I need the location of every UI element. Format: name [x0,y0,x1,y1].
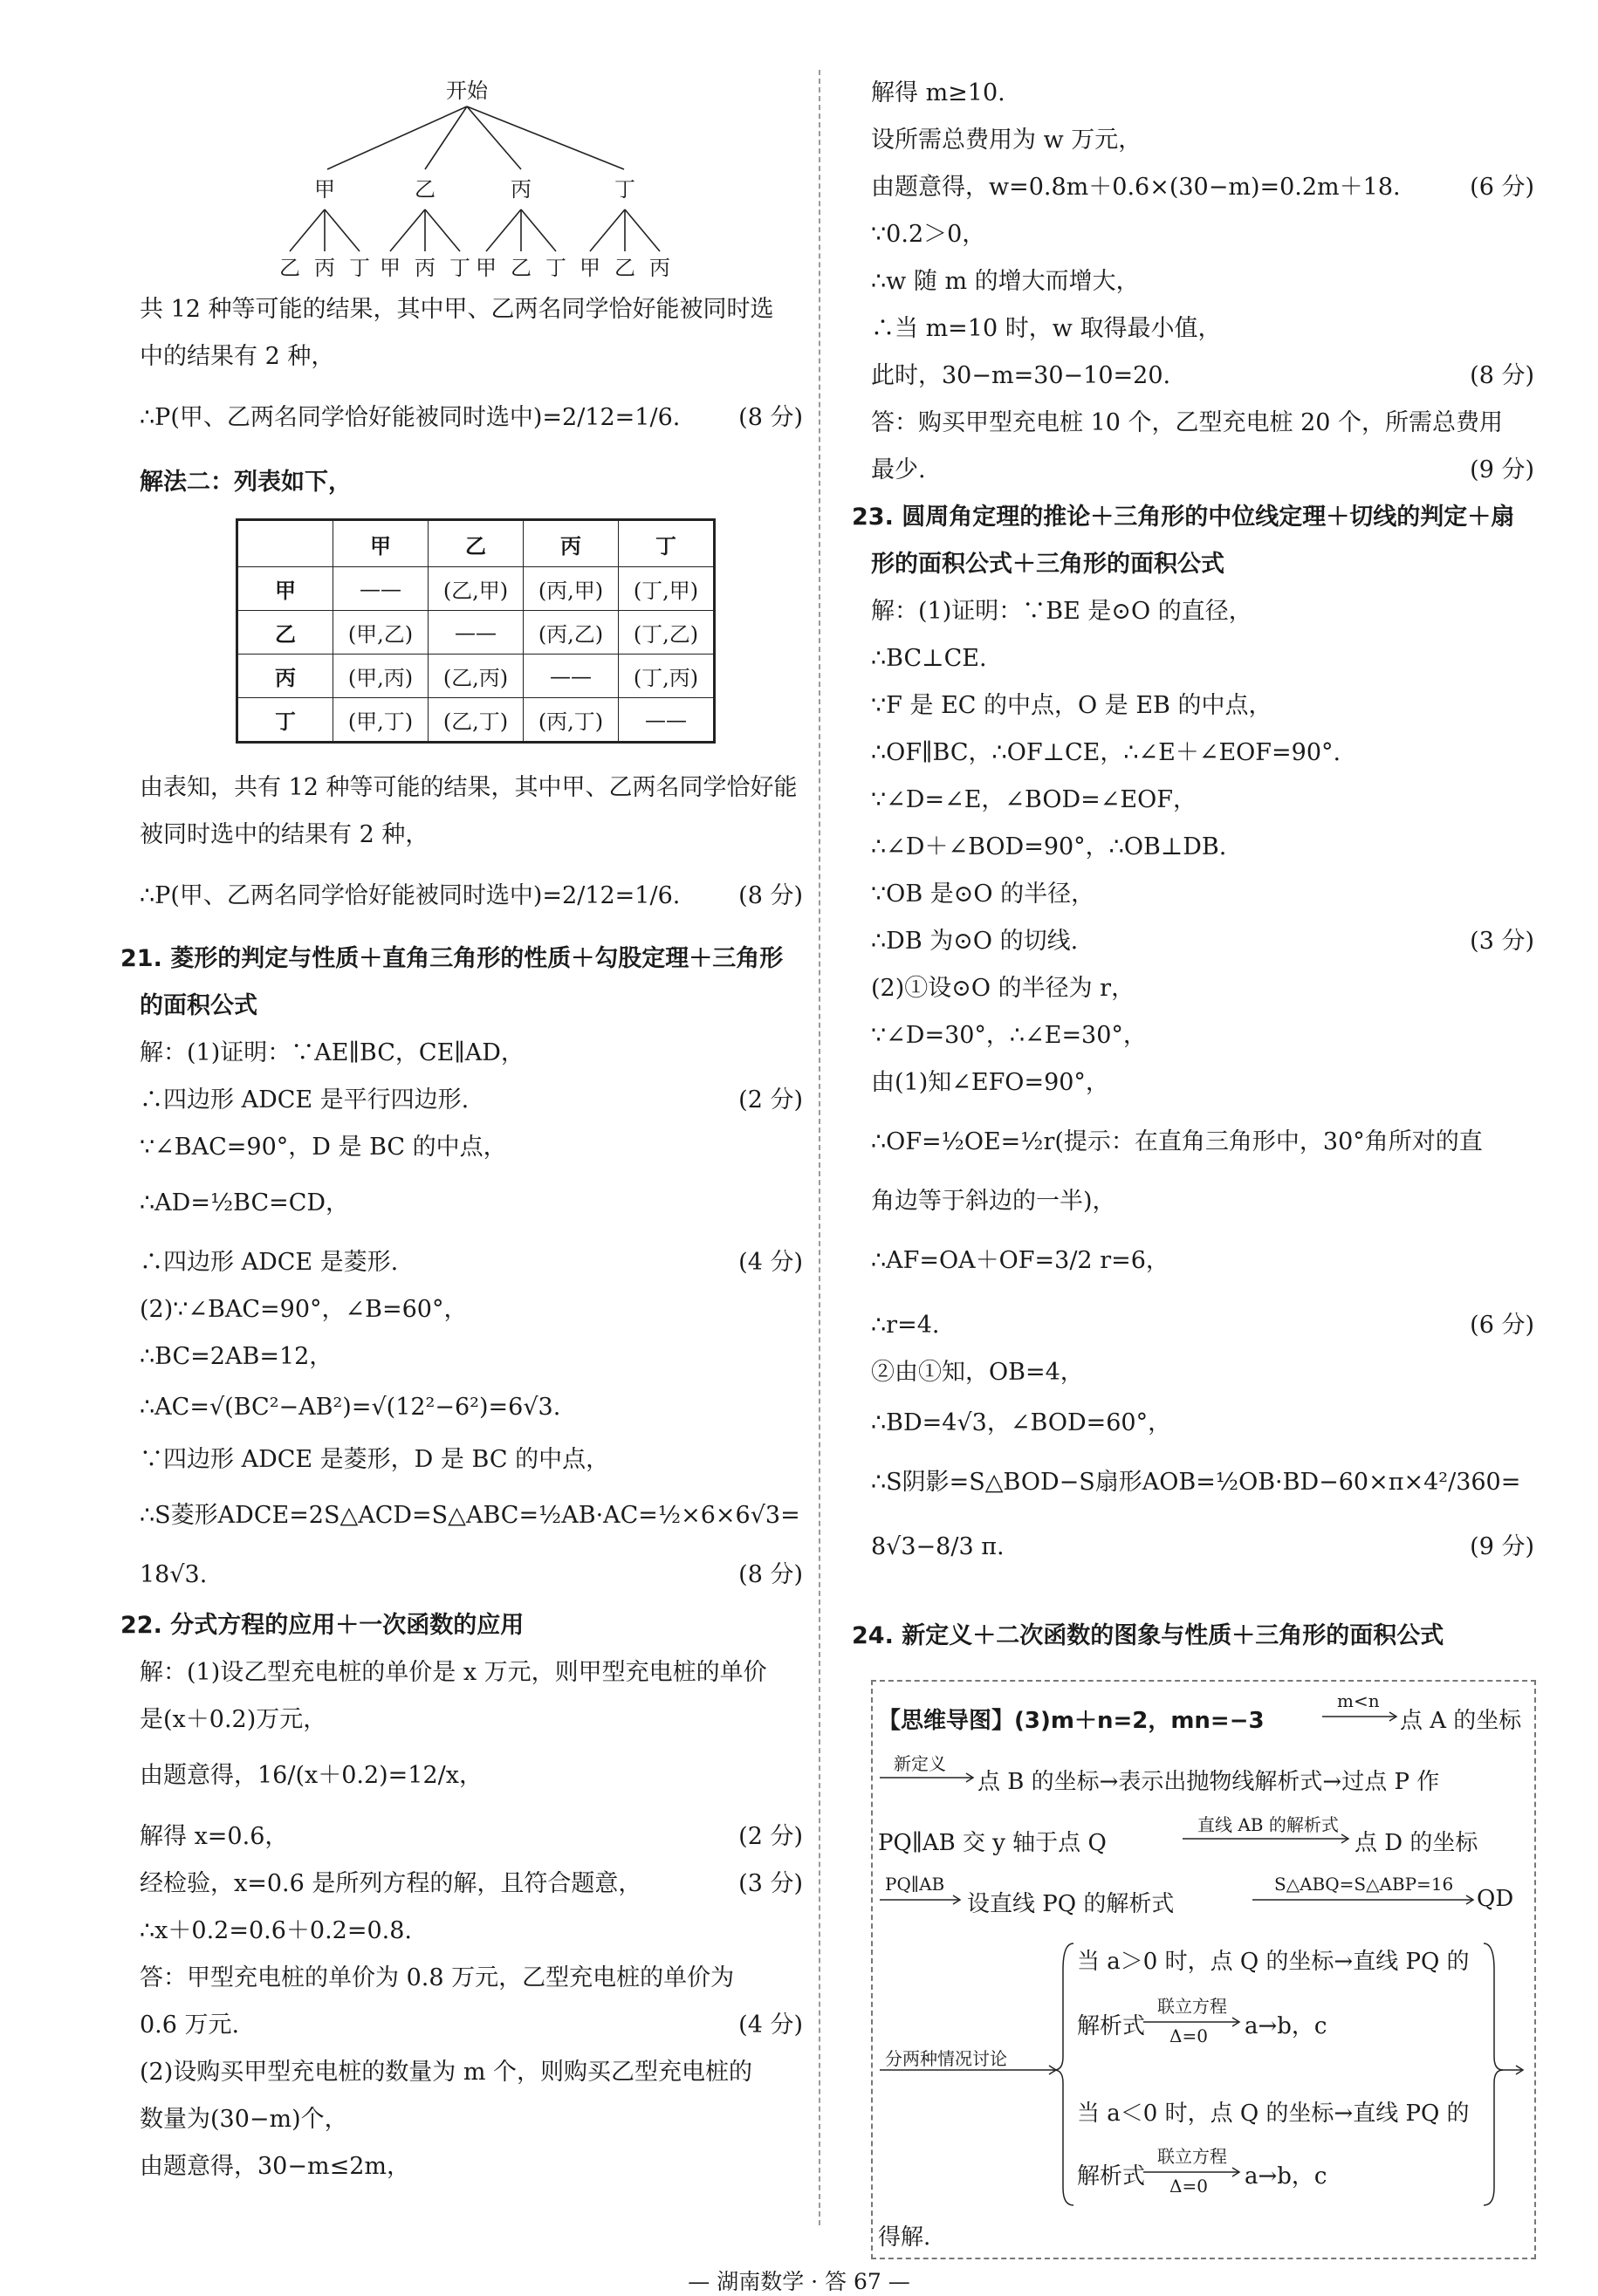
table-cell: (丙,丁) [524,698,619,743]
table-cell: (丁,甲) [619,567,715,611]
mind-map-label: 直线 AB 的解析式 [1197,1814,1339,1835]
text-line: ∴r=4. [871,1312,940,1339]
table-cell: (丙,甲) [524,567,619,611]
tree-leaf: 乙 [279,256,300,280]
text-line: 由题意得，16/(x＋0.2)=12/x， [140,1762,483,1789]
table-cell: 丁 [619,520,715,567]
text-line: 角边等于斜边的一半)， [871,1188,1116,1215]
table-cell: —— [619,698,715,743]
text-line: (2)设购买甲型充电桩的数量为 m 个，则购买乙型充电桩的 [140,2059,753,2086]
tree-leaf: 乙 [511,256,532,280]
tree-leaf: 丁 [449,256,470,280]
text-line: 由表知，共有 12 种等可能的结果，其中甲、乙两名同学恰好能 [140,774,798,801]
table-cell: —— [429,611,524,655]
table-cell: —— [333,567,429,611]
score: (8 分) [738,404,803,431]
text-line: 解得 m≥10. [871,79,1005,106]
question-21-heading: 21. 菱形的判定与性质＋直角三角形的性质＋勾股定理＋三角形 [120,945,784,972]
tree-leaf: 丙 [314,256,335,280]
text-line: ∵∠BAC=90°，D 是 BC 的中点， [140,1134,507,1161]
mind-map [871,1680,1536,2259]
mind-map-text: 当 a＜0 时，点 Q 的坐标→直线 PQ 的 [1077,2101,1470,2127]
table-cell: (甲,丁) [333,698,429,743]
mind-map-label: 联立方程 [1157,1996,1227,2017]
score: (8 分) [738,882,803,909]
text-line: ∵四边形 ADCE 是菱形，D 是 BC 的中点， [140,1446,610,1473]
tree-node-3: 丙 [511,177,532,202]
mind-map-label: S△ABQ=S△ABP=16 [1274,1874,1454,1895]
table-cell: (乙,丁) [429,698,524,743]
text-line: ∴BC=2AB=12， [140,1343,333,1370]
table-cell: (乙,甲) [429,567,524,611]
text-line: ∴P(甲、乙两名同学恰好能被同时选中)=2/12=1/6. [140,404,681,431]
score: (9 分) [1470,1533,1534,1560]
text-line: ∴BC⊥CE. [871,645,987,672]
mind-map-label: m<n [1337,1690,1380,1711]
mind-map-text: 点 A 的坐标 [1400,1708,1522,1734]
text-line: (2)①设⊙O 的半径为 r， [871,975,1135,1002]
text-line: ∴AF=OA＋OF=3/2 r=6， [871,1247,1169,1274]
score: (9 分) [1470,456,1534,483]
question-21-heading-cont: 的面积公式 [140,992,257,1019]
text-line: ∴w 随 m 的增大而增大， [871,268,1140,295]
question-23-heading-cont: 形的面积公式＋三角形的面积公式 [871,551,1224,578]
text-line: 0.6 万元. [140,2012,240,2039]
score: (4 分) [738,2012,803,2039]
table-cell: (丁,乙) [619,611,715,655]
text-line: 此时，30−m=30−10=20. [871,362,1171,389]
text-line: ∴四边形 ADCE 是菱形. [140,1249,399,1276]
text-line: ∵F 是 EC 的中点，O 是 EB 的中点， [871,692,1272,719]
table-cell: (丁,丙) [619,655,715,698]
text-line: 中的结果有 2 种， [140,343,335,370]
text-line: ∴BD=4√3，∠BOD=60°， [871,1409,1172,1436]
tree-node-2: 乙 [415,177,436,202]
score: (2 分) [738,1823,803,1850]
tree-node-1: 甲 [314,177,335,202]
tree-leaf: 丙 [649,256,670,280]
score: (6 分) [1470,174,1534,201]
text-line: ∴AD=½BC=CD， [140,1189,350,1217]
tree-leaf: 甲 [380,256,401,280]
mind-map-label: 分两种情况讨论 [885,2048,1007,2069]
mind-map-text: 当 a＞0 时，点 Q 的坐标→直线 PQ 的 [1077,1949,1470,1975]
table-cell: (甲,丙) [333,655,429,698]
score: (2 分) [738,1086,803,1114]
text-line: 解：(1)证明：∵AE∥BC，CE∥AD， [140,1039,525,1066]
text-line: 共 12 种等可能的结果，其中甲、乙两名同学恰好能被同时选 [140,296,774,323]
mind-map-text: QD [1477,1886,1514,1912]
mind-map-text: 解析式 [1077,2163,1146,2190]
mind-map-label: PQ∥AB [885,1874,945,1895]
text-line: 由题意得，w=0.8m＋0.6×(30−m)=0.2m＋18. [871,174,1401,201]
text-line: 解得 x=0.6， [140,1823,289,1850]
text-line: ∴OF=½OE=½r(提示：在直角三角形中，30°角所对的直 [871,1128,1483,1155]
text-line: ∵∠D=30°，∴∠E=30°， [871,1022,1147,1049]
score: (3 分) [1470,928,1534,955]
text-line: (2)∵∠BAC=90°，∠B=60°， [140,1296,468,1323]
mind-map-title: 【思维导图】(3)m＋n=2，mn=−3 [878,1708,1265,1734]
text-line: 解：(1)证明：∵BE 是⊙O 的直径， [871,598,1252,625]
table-cell: (丙,乙) [524,611,619,655]
text-line: ∴x＋0.2=0.6＋0.2=0.8. [140,1917,412,1944]
tree-leaf: 丁 [349,256,370,280]
question-23-heading: 23. 圆周角定理的推论＋三角形的中位线定理＋切线的判定＋扇 [852,504,1515,531]
question-24-heading: 24. 新定义＋二次函数的图象与性质＋三角形的面积公式 [852,1622,1444,1649]
score: (8 分) [738,1561,803,1588]
text-line: 18√3. [140,1561,208,1588]
table-cell: 丙 [237,655,333,698]
text-line: ∴S阴影=S△BOD−S扇形AOB=½OB·BD−60×π×4²/360= [871,1469,1521,1496]
text-line: ∴四边形 ADCE 是平行四边形. [140,1086,470,1114]
text-line: 被同时选中的结果有 2 种， [140,821,429,848]
table-cell: 丙 [524,520,619,567]
text-line: 经检验，x=0.6 是所列方程的解，且符合题意， [140,1870,642,1897]
tree-leaf: 丙 [415,256,436,280]
score: (6 分) [1470,1312,1534,1339]
tree-leaf: 乙 [614,256,635,280]
mind-map-text: 得解. [878,2224,931,2251]
text-line: 是(x＋0.2)万元， [140,1706,327,1733]
probability-table [236,518,716,744]
mind-map-text: 解析式 [1077,2013,1146,2039]
tree-node-4: 丁 [614,177,635,202]
text-line: 8√3−8/3 π. [871,1533,1005,1560]
text-line: ∴OF∥BC，∴OF⊥CE，∴∠E＋∠EOF=90°. [871,739,1341,766]
score: (4 分) [738,1249,803,1276]
mind-map-text: 设直线 PQ 的解析式 [967,1891,1175,1917]
text-line: ∴∠D＋∠BOD=90°，∴OB⊥DB. [871,833,1227,860]
text-line: 最少. [871,456,926,483]
text-line: ∴当 m=10 时，w 取得最小值， [871,315,1222,342]
text-line: 由(1)知∠EFO=90°， [871,1069,1109,1096]
mind-map-label: Δ=0 [1169,2176,1208,2197]
question-22-heading: 22. 分式方程的应用＋一次函数的应用 [120,1612,525,1639]
mind-map-text: a→b，c [1245,2163,1327,2190]
text-line: ∴P(甲、乙两名同学恰好能被同时选中)=2/12=1/6. [140,882,681,909]
column-divider [819,70,820,2225]
mind-map-text: 点 D 的坐标 [1355,1830,1478,1856]
text-line: 答：购买甲型充电桩 10 个，乙型充电桩 20 个，所需总费用 [871,409,1504,436]
tree-root: 开始 [446,79,488,103]
table-cell: 丁 [237,698,333,743]
text-line: ∵OB 是⊙O 的半径， [871,881,1095,908]
table-cell: —— [524,655,619,698]
text-line: 设所需总费用为 w 万元， [871,127,1142,154]
tree-leaf: 甲 [476,256,497,280]
text-line: 数量为(30−m)个， [140,2106,348,2133]
text-line: ∵0.2＞0， [871,221,986,248]
text-line: ∴AC=√(BC²−AB²)=√(12²−6²)=6√3. [140,1394,561,1421]
text-line: ②由①知，OB=4， [871,1359,1084,1386]
mind-map-label: 联立方程 [1157,2146,1227,2167]
mind-map-label: Δ=0 [1169,2025,1208,2046]
score: (3 分) [738,1870,803,1897]
tree-leaf: 甲 [580,256,600,280]
table-cell: 乙 [429,520,524,567]
table-cell: 乙 [237,611,333,655]
text-line: ∴DB 为⊙O 的切线. [871,928,1079,955]
text-line: 解：(1)设乙型充电桩的单价是 x 万元，则甲型充电桩的单价 [140,1659,767,1686]
method-two: 解法二：列表如下， [140,469,352,496]
text-line: ∵∠D=∠E，∠BOD=∠EOF， [871,786,1197,813]
score: (8 分) [1470,362,1534,389]
mind-map-label: 新定义 [894,1753,946,1774]
text-line: ∴S菱形ADCE=2S△ACD=S△ABC=½AB·AC=½×6×6√3= [140,1502,800,1529]
mind-map-text: 点 B 的坐标→表示出抛物线解析式→过点 P 作 [977,1769,1440,1795]
table-cell: 甲 [237,567,333,611]
tree-leaf: 丁 [545,256,566,280]
tree-diagram [140,61,803,288]
page-footer: — 湖南数学 · 答 67 — [688,2269,910,2294]
text-line: 答：甲型充电桩的单价为 0.8 万元，乙型充电桩的单价为 [140,1964,735,1991]
text-line: 由题意得，30−m≤2m， [140,2153,410,2180]
mind-map-text: a→b，c [1245,2013,1327,2039]
mind-map-text: PQ∥AB 交 y 轴于点 Q [878,1830,1107,1856]
table-cell: 甲 [333,520,429,567]
table-cell: (乙,丙) [429,655,524,698]
table-cell: (甲,乙) [333,611,429,655]
table-cell [237,520,333,567]
